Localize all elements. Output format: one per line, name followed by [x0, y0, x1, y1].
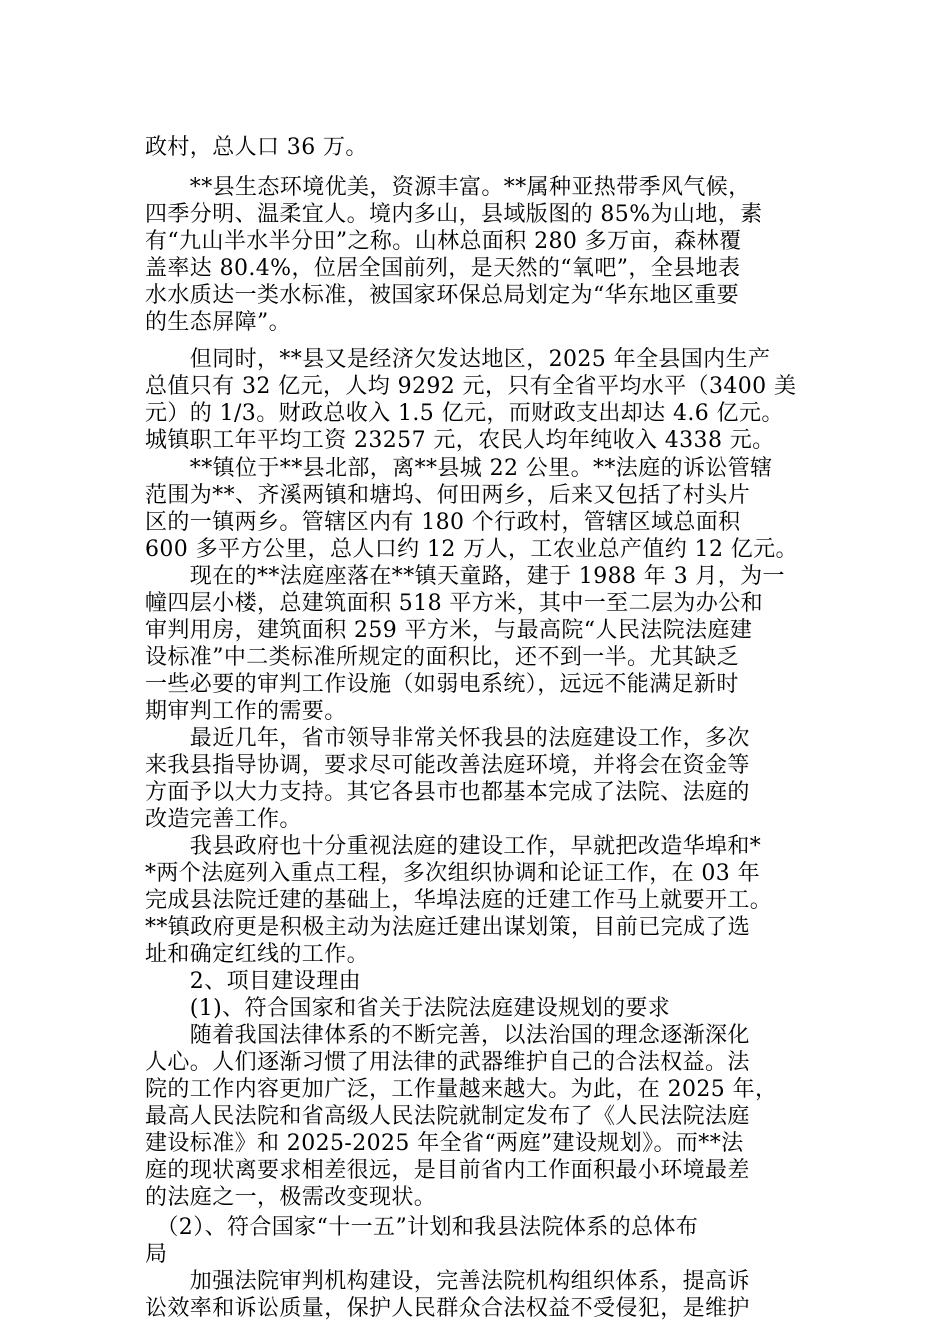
- text-line: 四季分明、温柔宜人。境内多山，县域版图的 85%为山地，素: [145, 202, 763, 227]
- text-line: 加强法院审判机构建设，完善法院机构组织体系，提高诉: [145, 1269, 750, 1294]
- subsection-heading: （2）、符合国家“十一五”计划和我县法院体系的总体布: [145, 1215, 699, 1240]
- text-line: 范围为**、齐溪两镇和塘坞、何田两乡，后来又包括了村头片: [145, 483, 751, 508]
- subsection-heading: 局: [145, 1242, 168, 1267]
- text-line: 600 多平方公里，总人口约 12 万人，工农业总产值约 12 亿元。: [145, 537, 798, 562]
- text-line: 的法庭之一，极需改变现状。: [145, 1185, 437, 1210]
- text-line: **县生态环境优美，资源丰富。**属种亚热带季风气候，: [145, 175, 751, 200]
- text-line: *两个法庭列入重点工程，多次组织协调和论证工作，在 03 年: [145, 861, 760, 886]
- text-line: 区的一镇两乡。管辖区内有 180 个行政村，管辖区域总面积: [145, 510, 741, 535]
- text-line: 方面予以大力支持。其它各县市也都基本完成了法院、法庭的: [145, 780, 750, 805]
- text-line: 最近几年，省市领导非常关怀我县的法庭建设工作，多次: [145, 726, 750, 751]
- text-line: 水水质达一类水标准，被国家环保总局划定为“华东地区重要: [145, 283, 740, 308]
- text-line: 总值只有 32 亿元，人均 9292 元，只有全省平均水平（3400 美: [145, 374, 797, 399]
- text-line: 人心。人们逐渐习惯了用法律的武器维护自己的合法权益。法: [145, 1050, 750, 1075]
- text-line: 设标准”中二类标准所规定的面积比，还不到一半。尤其缺乏: [145, 645, 740, 670]
- text-line: 但同时，**县又是经济欠发达地区，2025 年全县国内生产: [145, 347, 771, 372]
- text-line: 址和确定红线的工作。: [145, 942, 370, 967]
- text-line: 城镇职工年平均工资 23257 元，农民人均年纯收入 4338 元。: [145, 428, 775, 453]
- text-line: 审判用房，建筑面积 259 平方米，与最高院“人民法院法庭建: [145, 618, 753, 643]
- text-line: 院的工作内容更加广泛，工作量越来越大。为此，在 2025 年，: [145, 1077, 778, 1102]
- text-line: 改造完善工作。: [145, 807, 302, 832]
- text-line: **镇位于**县北部，离**县城 22 公里。**法庭的诉讼管辖: [145, 456, 773, 481]
- subsection-heading: (1)、符合国家和省关于法院法庭建设规划的要求: [145, 996, 671, 1021]
- text-line: 的生态屏障”。: [145, 310, 292, 335]
- text-line: 完成县法院迁建的基础上，华埠法庭的迁建工作马上就要开工。: [145, 888, 773, 913]
- text-line: 随着我国法律体系的不断完善，以法治国的理念逐渐深化: [145, 1023, 750, 1048]
- text-line: 建设标准》和 2025-2025 年全省“两庭”建设规划》。而**法: [145, 1131, 744, 1156]
- text-line: 盖率达 80.4%，位居全国前列，是天然的“氧吧”，全县地表: [145, 256, 741, 281]
- text-line: 一些必要的审判工作设施（如弱电系统），远远不能满足新时: [145, 672, 739, 697]
- text-line: 幢四层小楼，总建筑面积 518 平方米，其中一至二层为办公和: [145, 591, 763, 616]
- text-line: 我县政府也十分重视法庭的建设工作，早就把改造华埠和*: [145, 834, 762, 859]
- section-heading: 2、项目建设理由: [145, 969, 361, 994]
- text-line: 期审判工作的需要。: [145, 699, 347, 724]
- text-line: 庭的现状离要求相差很远，是目前省内工作面积最小环境最差: [145, 1158, 750, 1183]
- text-line: 现在的**法庭座落在**镇天童路，建于 1988 年 3 月，为一: [145, 564, 785, 589]
- text-line: 元）的 1/3。财政总收入 1.5 亿元，而财政支出却达 4.6 亿元。: [145, 401, 784, 426]
- text-line: 政村，总人口 36 万。: [145, 135, 368, 160]
- text-line: 讼效率和诉讼质量，保护人民群众合法权益不受侵犯，是维护: [145, 1296, 750, 1321]
- text-line: **镇政府更是积极主动为法庭迁建出谋划策，目前已完成了选: [145, 915, 751, 940]
- text-line: 有“九山半水半分田”之称。山林总面积 280 多万亩，森林覆: [145, 229, 742, 254]
- text-line: 来我县指导协调，要求尽可能改善法庭环境，并将会在资金等: [145, 753, 750, 778]
- text-line: 最高人民法院和省高级人民法院就制定发布了《人民法院法庭: [145, 1104, 750, 1129]
